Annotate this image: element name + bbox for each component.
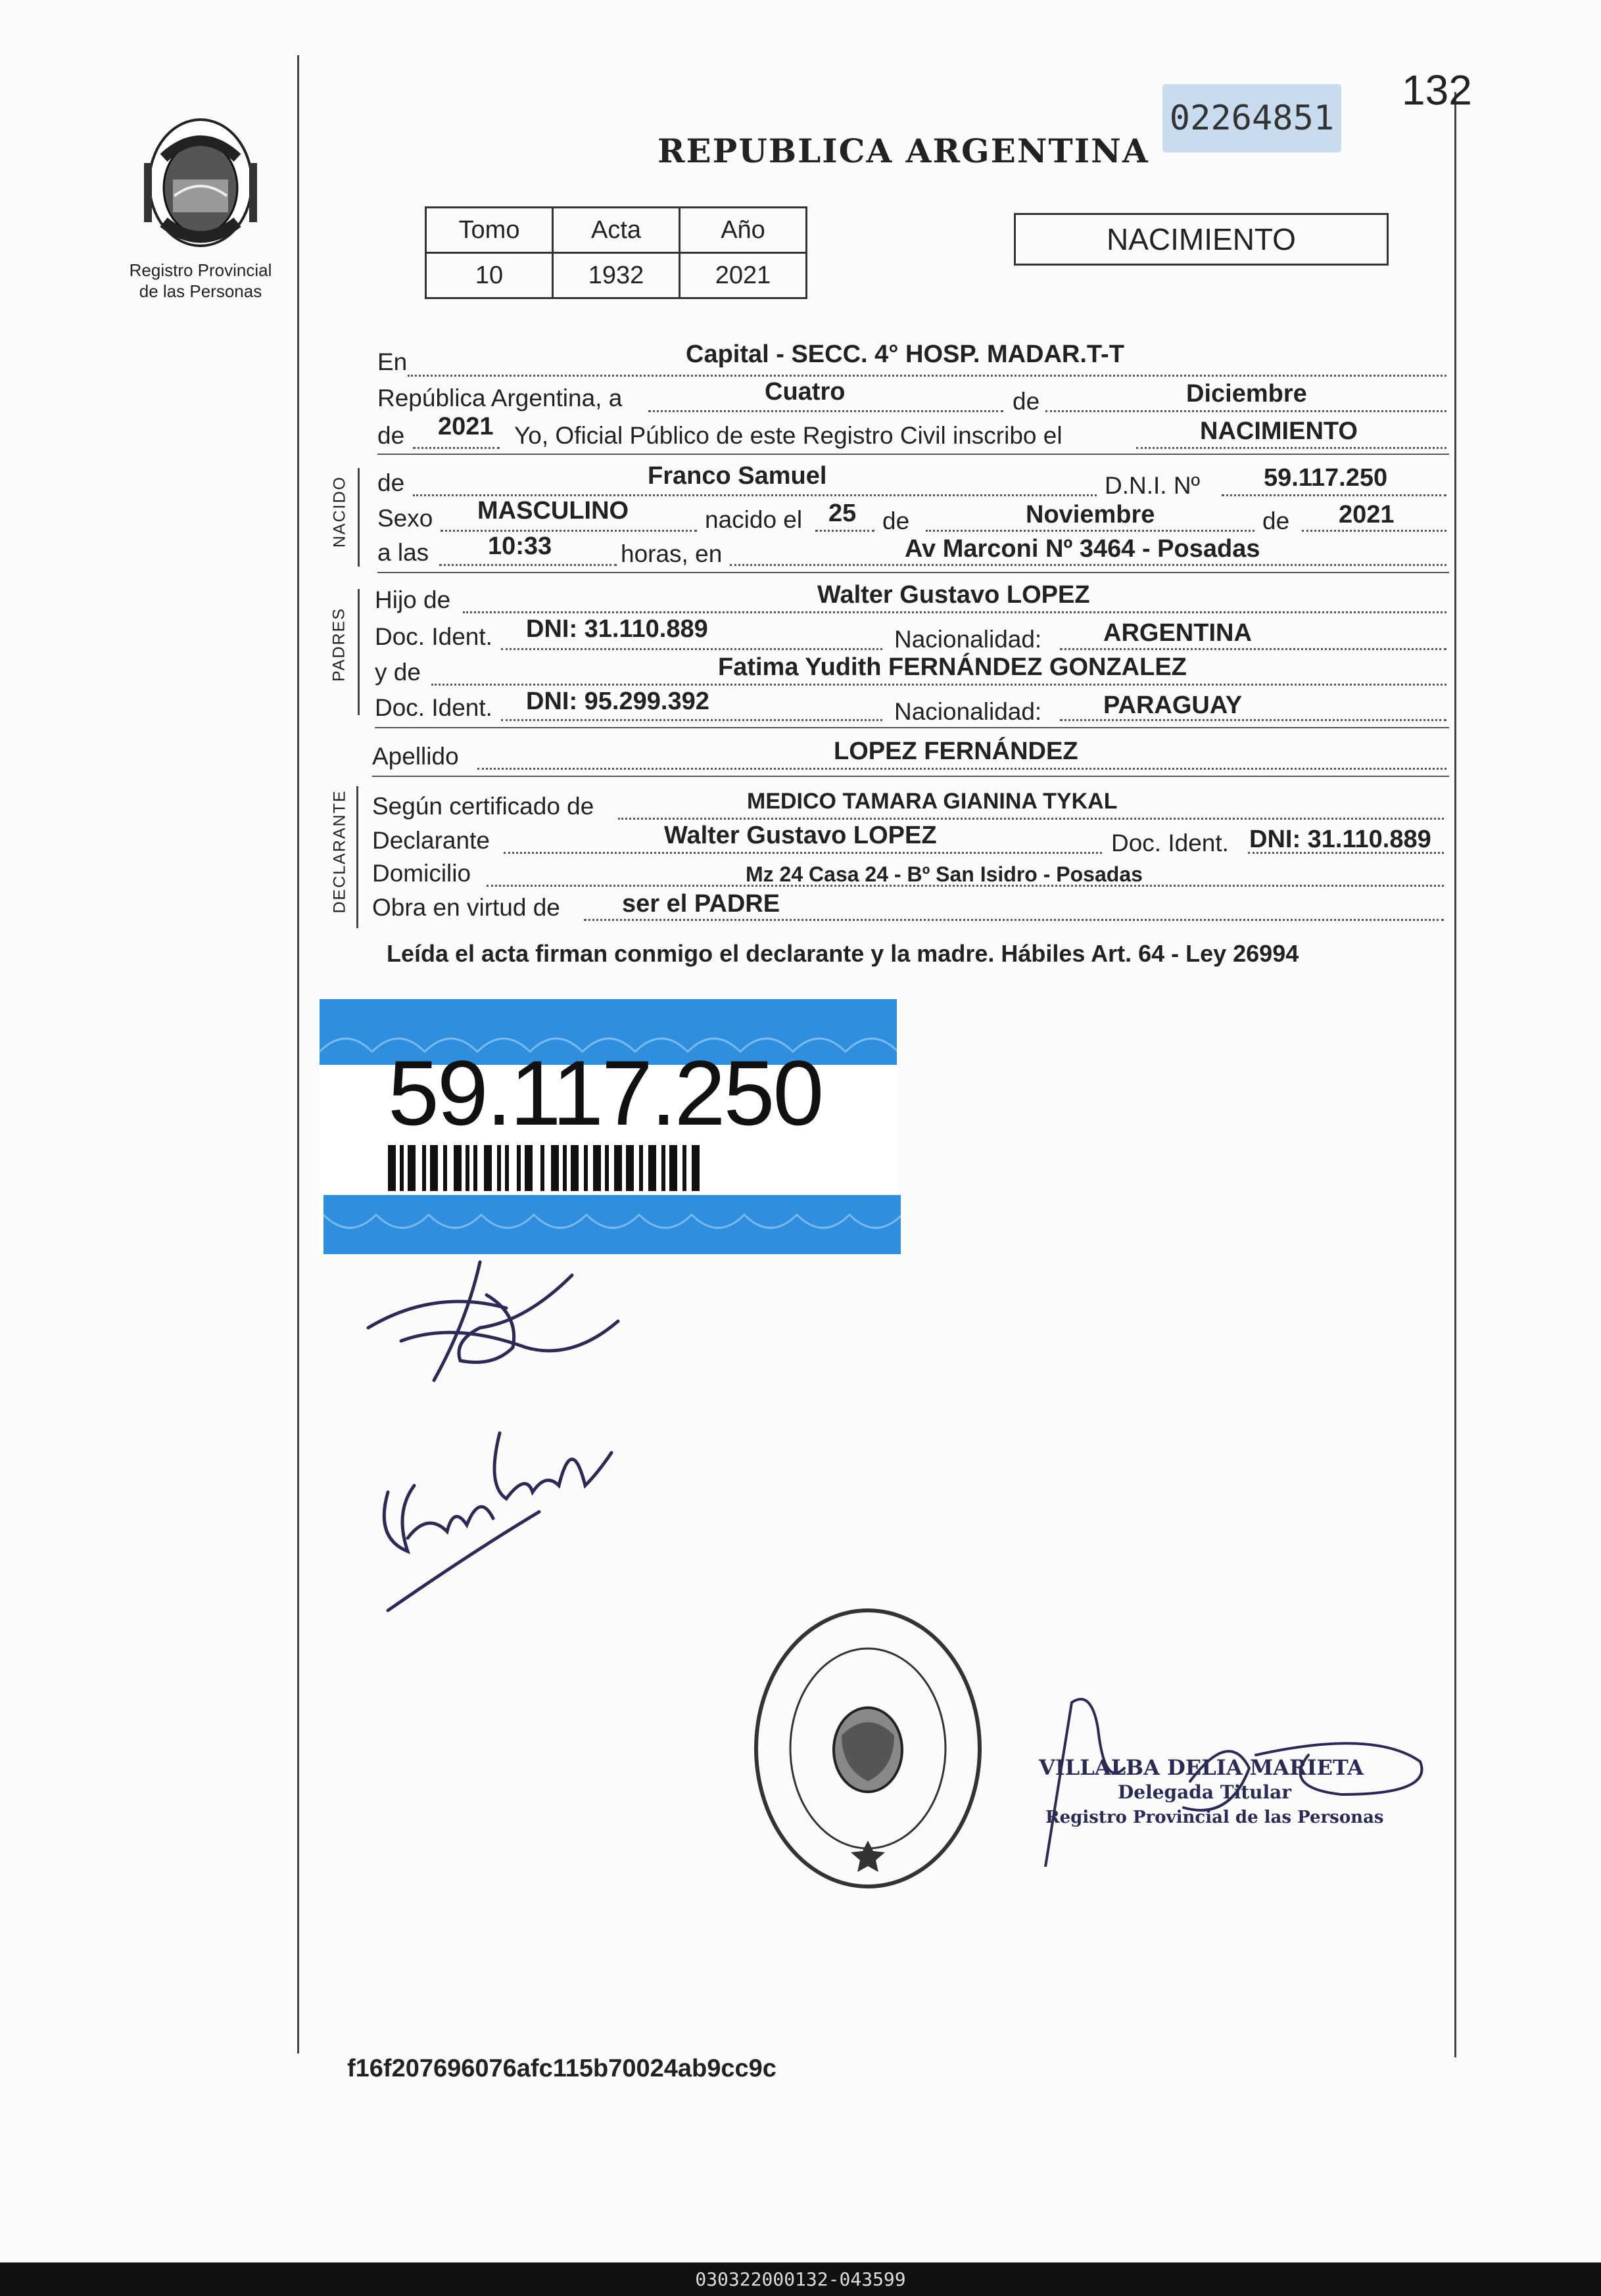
dotted-line [501, 648, 882, 650]
birth-year-value: 2021 [1339, 501, 1395, 528]
oficial-text: Yo, Oficial Público de este Registro Civil inscribo el [514, 422, 1063, 449]
dni-label: D.N.I. Nº [1105, 472, 1201, 499]
child-name-value: Franco Samuel [648, 462, 827, 490]
dotted-line [618, 818, 1444, 820]
declarante-signature [355, 1249, 631, 1394]
dotted-line [463, 611, 1446, 613]
dotted-line [504, 852, 1102, 854]
official-org: Registro Provincial de las Personas [1045, 1808, 1384, 1827]
father-nat-value: ARGENTINA [1103, 619, 1252, 647]
separator [377, 572, 1449, 573]
section-bar [358, 468, 360, 567]
dotted-line [1060, 648, 1446, 650]
registry-name [112, 260, 289, 302]
mother-nat-value: PARAGUAY [1103, 691, 1243, 719]
yde-label: y de [375, 659, 421, 686]
father-nat-label: Nacionalidad: [894, 626, 1042, 653]
birth-time-value: 10:33 [488, 532, 552, 560]
registry-line-2: de las Personas [139, 281, 262, 301]
madre-signature [368, 1394, 631, 1617]
place-value: Capital - SECC. 4° HOSP. MADAR.T-T [686, 340, 1124, 368]
dotted-line [1045, 410, 1446, 412]
provincia-de-misiones-emblem-icon [135, 117, 266, 255]
registry-line-1: Registro Provincial [129, 260, 272, 280]
de-label: de [1013, 388, 1040, 415]
dotted-line [477, 768, 1446, 770]
nacido-el-label: nacido el [705, 506, 803, 533]
page-number: 132 [1402, 66, 1472, 114]
mother-doc-label: Doc. Ident. [375, 694, 492, 721]
right-border-line [1454, 92, 1456, 2057]
declarante-doc-label: Doc. Ident. [1111, 830, 1229, 856]
obra-value: ser el PADRE [622, 890, 780, 918]
separator [372, 776, 1449, 777]
declarante-value: Walter Gustavo LOPEZ [664, 822, 937, 849]
dotted-line [439, 564, 617, 566]
de2-label: de [377, 422, 405, 449]
dotted-line [1136, 447, 1446, 449]
declarante-doc-value: DNI: 31.110.889 [1249, 826, 1431, 853]
cert-value: MEDICO TAMARA GIANINA TYKAL [747, 789, 1118, 814]
declarante-section-label: DECLARANTE [330, 789, 349, 914]
hijo-label: Hijo de [375, 586, 451, 613]
nacido-section-label: NACIDO [330, 475, 349, 548]
separator [375, 727, 1449, 728]
tomo-value: 10 [426, 253, 553, 298]
domicilio-value: Mz 24 Casa 24 - Bº San Isidro - Posadas [746, 862, 1143, 886]
domicilio-label: Domicilio [372, 860, 471, 887]
month-value: Diciembre [1186, 380, 1307, 408]
dotted-line [1302, 530, 1446, 532]
horas-label: horas, en [621, 540, 723, 567]
cert-label: Según certificado de [372, 793, 594, 820]
sexo-value: MASCULINO [477, 497, 629, 525]
acta-value: 1932 [553, 253, 680, 298]
barcode-icon [388, 1145, 707, 1191]
document-hash: f16f207696076afc115b70024ab9cc9c [347, 2055, 777, 2082]
padres-section-label: PADRES [329, 607, 348, 682]
sexo-label: Sexo [377, 505, 433, 532]
dotted-line [648, 410, 1003, 412]
declarante-label: Declarante [372, 827, 490, 854]
table-header-acta: Acta [553, 208, 680, 253]
birth-day-value: 25 [828, 500, 857, 527]
table-header-tomo: Tomo [426, 208, 553, 253]
section-bar [356, 786, 358, 928]
father-doc-label: Doc. Ident. [375, 623, 492, 650]
birth-month-value: Noviembre [1026, 501, 1155, 528]
section-bar [358, 589, 360, 715]
obra-label: Obra en virtud de [372, 894, 560, 921]
a-las-label: a las [377, 539, 429, 566]
provincial-seal-icon [750, 1604, 986, 1893]
left-border-line [297, 55, 299, 2053]
republica-label: República Argentina, a [377, 385, 623, 411]
legal-text: Leída el acta firman conmigo el declarante y la madre. Hábiles Art. 64 - Ley 26994 [387, 940, 1299, 967]
document-title: REPUBLICA ARGENTINA [657, 131, 1149, 170]
dotted-line [501, 719, 882, 721]
inscribo-value: NACIMIENTO [1200, 417, 1358, 445]
apellido-value: LOPEZ FERNÁNDEZ [834, 738, 1078, 765]
dotted-line [413, 494, 1097, 496]
dotted-line [926, 530, 1255, 532]
anio-value: 2021 [680, 253, 807, 298]
de-label-3: de [1262, 507, 1290, 534]
apellido-label: Apellido [372, 743, 459, 770]
dotted-line [413, 447, 500, 449]
dotted-line [441, 530, 697, 532]
mother-name-value: Fatima Yudith FERNÁNDEZ GONZALEZ [718, 653, 1187, 681]
child-dni-value: 59.117.250 [1264, 464, 1388, 492]
official-name: VILLALBA DELIA MARIETA [1039, 1755, 1364, 1780]
dotted-line [408, 375, 1446, 377]
serial-number: 02264851 [1162, 84, 1341, 152]
mother-nat-label: Nacionalidad: [894, 698, 1042, 725]
dni-band-bottom [323, 1195, 901, 1254]
dotted-line [815, 530, 874, 532]
dni-card-number: 59.117.250 [388, 1041, 823, 1144]
father-name-value: Walter Gustavo LOPEZ [817, 581, 1090, 609]
acta-table [425, 206, 807, 299]
day-word-value: Cuatro [765, 378, 846, 406]
separator [377, 454, 1449, 455]
dotted-line [584, 919, 1444, 921]
mother-doc-value: DNI: 95.299.392 [526, 688, 709, 715]
footer-code: 030322000132-043599 [0, 2262, 1601, 2296]
dotted-line [730, 564, 1446, 566]
record-type-box: NACIMIENTO [1014, 213, 1389, 266]
year-value: 2021 [438, 413, 494, 440]
dotted-line [1222, 494, 1446, 496]
father-doc-value: DNI: 31.110.889 [526, 615, 708, 643]
table-header-anio: Año [680, 208, 807, 253]
dotted-line [431, 684, 1446, 686]
official-role: Delegada Titular [1118, 1781, 1292, 1803]
nacido-de-label: de [377, 469, 405, 496]
de-label-2: de [882, 507, 910, 534]
birth-address-value: Av Marconi Nº 3464 - Posadas [905, 535, 1260, 563]
en-label: En [377, 348, 408, 375]
